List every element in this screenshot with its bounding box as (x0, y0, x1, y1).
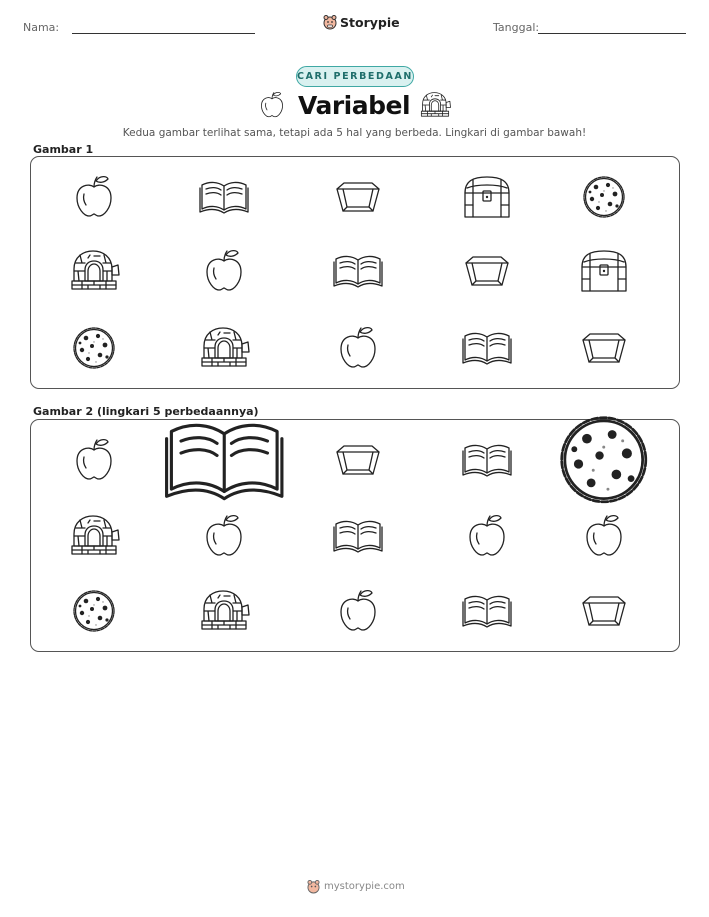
book-icon[interactable] (323, 501, 393, 571)
apple-icon (323, 313, 393, 383)
footer-url: mystorypie.com (324, 881, 405, 892)
book-icon[interactable] (452, 425, 522, 495)
activity-badge: CARI PERBEDAAN (296, 66, 414, 87)
book-icon (452, 313, 522, 383)
apple-icon (189, 236, 259, 306)
footer-mascot-icon (307, 879, 320, 894)
basket-icon[interactable] (569, 576, 639, 646)
apple-icon (59, 162, 129, 232)
apple-icon[interactable] (569, 501, 639, 571)
name-input-line[interactable] (72, 33, 255, 34)
apple-icon[interactable] (452, 501, 522, 571)
brand-name: Storypie (340, 14, 400, 30)
panel2-label: Gambar 2 (lingkari 5 perbedaannya) (33, 405, 259, 418)
book-icon (189, 162, 259, 232)
page-title: Variabel (297, 91, 411, 120)
brick-oven-icon (189, 313, 259, 383)
brick-oven-icon (59, 236, 129, 306)
footer-brand (307, 879, 405, 894)
book-icon[interactable] (170, 406, 279, 515)
instruction-text: Kedua gambar terlihat sama, tetapi ada 5 hal yang berbeda. Lingkari di gambar bawah! (122, 127, 587, 139)
cookie-icon (59, 313, 129, 383)
apple-icon[interactable] (189, 501, 259, 571)
panel1-label: Gambar 1 (33, 143, 94, 156)
cookie-icon[interactable] (553, 409, 655, 511)
basket-icon (569, 313, 639, 383)
title-apple-icon (258, 90, 286, 124)
date-input-line[interactable] (538, 33, 686, 34)
treasure-chest-icon (569, 236, 639, 306)
brick-oven-icon[interactable] (189, 576, 259, 646)
title-oven-icon (418, 91, 452, 123)
storypie-mascot-icon (323, 14, 337, 30)
apple-icon[interactable] (323, 576, 393, 646)
brand-logo (323, 14, 400, 30)
apple-icon[interactable] (59, 425, 129, 495)
cookie-icon[interactable] (59, 576, 129, 646)
name-label: Nama: (23, 21, 60, 34)
book-icon (323, 236, 393, 306)
basket-icon (323, 162, 393, 232)
cookie-icon (569, 162, 639, 232)
treasure-chest-icon (452, 162, 522, 232)
basket-icon[interactable] (323, 425, 393, 495)
book-icon[interactable] (452, 576, 522, 646)
brick-oven-icon[interactable] (59, 501, 129, 571)
basket-icon (452, 236, 522, 306)
date-label: Tanggal: (493, 21, 540, 34)
